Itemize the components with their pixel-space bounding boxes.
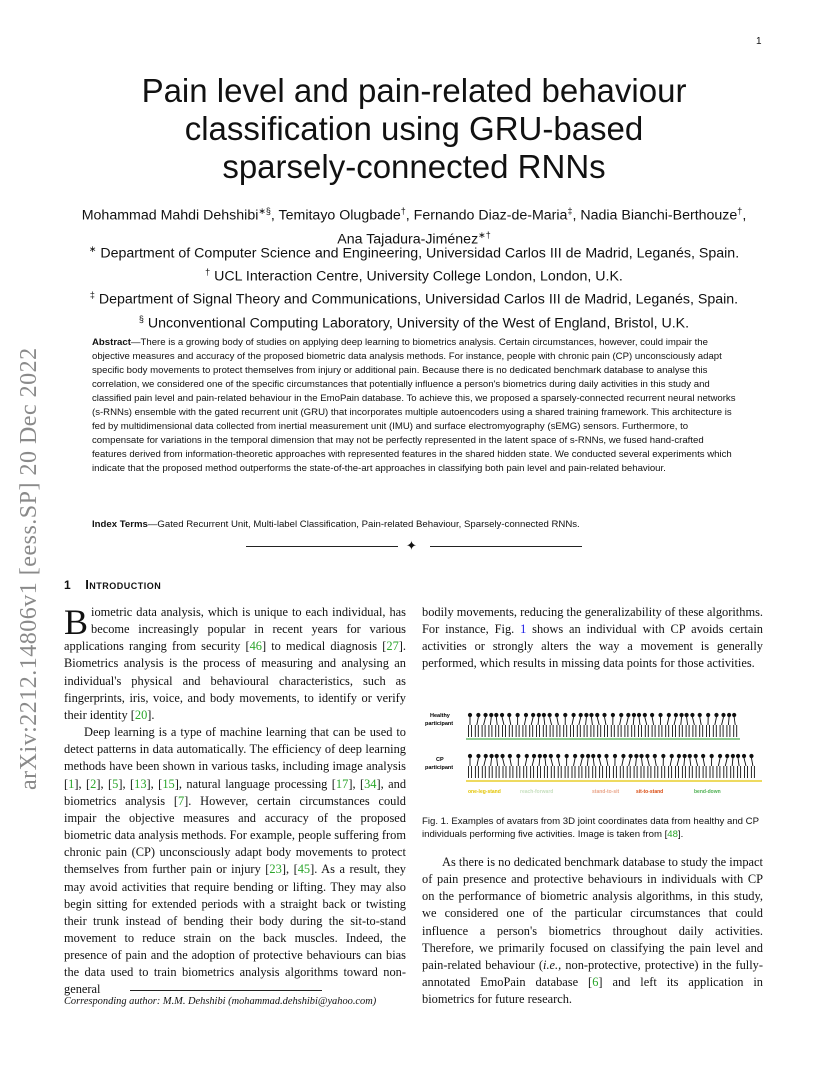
avatar-head (584, 713, 588, 717)
avatar-body (564, 717, 567, 737)
avatar-head (543, 754, 547, 758)
text-run: ]. (147, 707, 155, 722)
avatar-head (602, 713, 606, 717)
text-run: ], [ (281, 862, 298, 877)
avatar-head (494, 713, 498, 717)
avatar-body (696, 758, 699, 778)
avatar-head (476, 713, 480, 717)
avatar-head (653, 754, 657, 758)
text-run: shows an individual with CP avoids certain activities or strongly alters the way a movement is generally performed, which results in missing data points for those activities. (422, 622, 764, 671)
avatar-body (727, 717, 730, 737)
text-run: bodily movements, reducing the generalizability of these algorithms. For instance, Fig. (422, 605, 763, 637)
avatar-head (725, 754, 729, 758)
avatar-head (484, 754, 488, 758)
index-terms (92, 518, 738, 532)
author-mark: ‡ (567, 206, 573, 216)
avatar-head (549, 754, 553, 758)
author-name: Mohammad Mahdi Dehshibi (81, 207, 259, 224)
author-mark: ∗§ (258, 206, 271, 216)
affiliation-mark: ∗ (88, 244, 97, 254)
avatar-strip-image (422, 705, 763, 797)
citation-link[interactable]: 48 (667, 829, 678, 840)
text-run: ]. Biometrics analysis is the process of measuring and analysing an individual's physical and behavioural characteristics, such as fingerprints, iris, voice, and body movements, to identify or verify their identity [ (64, 639, 406, 722)
avatar-head (690, 713, 694, 717)
text-run: Deep learning is a type of machine learning that can be used to detect patterns in data automatically. The efficiency of deep learning methods have been shown in various tasks, including image analysis [ (64, 725, 406, 791)
text-run: ], [ (74, 776, 91, 791)
avatar-body (652, 717, 655, 737)
avatar-body (613, 758, 616, 778)
author-line (60, 202, 768, 226)
avatar-head (670, 754, 674, 758)
avatar-body (647, 758, 650, 778)
avatar-body (557, 717, 560, 737)
caption-text: ]. (677, 829, 684, 840)
avatar-head (706, 713, 710, 717)
avatar-body (544, 758, 547, 778)
avatar-body (655, 758, 658, 778)
avatar-head (629, 754, 633, 758)
caption-text: Fig. 1. Examples of avatars from 3D joint coordinates data from healthy and CP individuals performing five activities. Image is taken from [ (422, 816, 759, 840)
avatar-head (604, 754, 608, 758)
text-run: ], natural language processing [ (174, 776, 336, 791)
avatar-head (468, 754, 472, 758)
activity-label: one-leg-stand (468, 789, 501, 795)
citation-link[interactable]: 1 (68, 776, 75, 791)
avatar-body (591, 717, 594, 737)
avatar-head (586, 754, 590, 758)
avatar-body (558, 758, 561, 778)
avatar-head (621, 754, 625, 758)
avatar-head (667, 713, 671, 717)
avatar-head (589, 713, 593, 717)
avatar-head (548, 713, 552, 717)
avatar-head (595, 713, 599, 717)
activity-label: reach-forward (520, 789, 554, 795)
avatar-head (619, 713, 623, 717)
avatar-body (475, 758, 478, 778)
avatar-body (634, 758, 637, 778)
avatar-head (525, 754, 529, 758)
left-column (64, 604, 406, 999)
avatar-head (500, 713, 504, 717)
avatar-head (742, 754, 746, 758)
avatar-body (692, 717, 695, 737)
citation-link[interactable]: 17 (335, 776, 349, 791)
avatar-head (532, 754, 536, 758)
citation-link[interactable]: 20 (134, 707, 148, 722)
affiliation-mark: § (138, 313, 144, 324)
avatar-body (606, 758, 609, 778)
text-run: ]. However, certain circumstances could impair the objective measures and accuracy of the proposed biometric data analysis methods. For example, people suffering from chronic pain (CP) unconsciously adapt body movements to protect themselves from further pain or injury [ (64, 793, 407, 877)
avatar-head (500, 754, 504, 758)
avatar-head (679, 713, 683, 717)
avatar-head (683, 754, 687, 758)
avatar-head (721, 713, 725, 717)
abstract-label: Abstract (92, 337, 131, 348)
avatar-body (586, 758, 589, 778)
avatar-head (556, 754, 560, 758)
avatar-body (717, 758, 720, 778)
avatar-head (732, 713, 736, 717)
avatar-body (686, 717, 689, 737)
avatar-head (718, 754, 722, 758)
citation-link[interactable]: 23 (269, 862, 282, 877)
avatar-head (563, 713, 567, 717)
avatar-head (531, 713, 535, 717)
affiliation-mark: ‡ (89, 290, 95, 301)
avatar-head (674, 713, 678, 717)
avatar-head (579, 713, 583, 717)
avatar-body (565, 758, 568, 778)
avatar-body (744, 758, 747, 778)
citation-link[interactable]: 6 (592, 975, 599, 990)
divider-line (246, 546, 398, 547)
avatar-body (645, 717, 648, 737)
author-name: , Nadia Bianchi-Berthouze (572, 207, 738, 224)
avatar-head (736, 754, 740, 758)
avatar-body (632, 717, 635, 737)
abstract-text: —There is a growing body of studies on applying deep learning to biometrics analysis. Certain circumstances, however, could impair the objective measures and accuracy of the proposed biometric data analysis methods. For instance, people with chronic pain (CP) unconsciously adapt specific body movements to protect themselves from injury or additional pain. Because there is no dedicated benchmark database to analyse this correlation, we considered one of the specific circumstances that potentially influence a person's biometrics during daily activities in this study and classified pain level and pain-related behaviour in the EmoPain database. To achieve this, we proposed a sparsely-connected recurrent neural networks (s-RNNs) ensemble with the gated recurrent unit (GRU) that incorporates multiple autoencoders using a shared training framework. This architecture is fed by multidimensional data collected from inertial measurement unit (IMU) and surface electromyography (sEMG) sensors. Furthermore, to compensate for variations in the temporal dimension that may not be perfectly represented in the latent space of s-RNNs, we fused hand-crafted features derived from information-theoretic approaches with represented features in the shared hidden state. We conducted several experiments which indicate that the proposed method outperforms the state-of-the-art approaches in classifying both pain level and pain-related behaviour. (92, 337, 736, 474)
cp-avatar-row (468, 754, 755, 778)
affiliation (60, 240, 768, 263)
avatar-body (543, 717, 546, 737)
figure-link[interactable]: 1 (520, 622, 527, 637)
row-label: participant (425, 765, 454, 771)
avatar-body (496, 717, 499, 737)
avatar-body (517, 758, 520, 778)
drop-cap: B (64, 602, 89, 642)
index-terms-label: Index Terms (92, 519, 148, 530)
avatar-head (538, 754, 542, 758)
abstract (92, 336, 738, 476)
avatar-body (618, 717, 621, 737)
avatar-body (502, 717, 505, 737)
activity-label: stand-to-sit (592, 789, 620, 795)
avatar-body (641, 758, 644, 778)
avatar-head (468, 713, 472, 717)
avatar-body (516, 717, 519, 737)
avatar-body (509, 717, 512, 737)
activity-labels (468, 789, 721, 795)
avatar-head (516, 713, 520, 717)
avatar-head (507, 713, 511, 717)
avatar-body (713, 717, 716, 737)
page-number: 1 (756, 36, 762, 47)
avatar-head (701, 754, 705, 758)
avatar-body (538, 758, 541, 778)
avatar-body (738, 758, 741, 778)
avatar-body (703, 758, 706, 778)
avatar-body (627, 758, 630, 778)
paragraph (422, 854, 763, 1008)
avatar-body (523, 717, 526, 737)
avatar-head (516, 754, 520, 758)
avatar-head (661, 754, 665, 758)
paper-title (100, 72, 728, 186)
affiliation-text: Unconventional Computing Laboratory, University of the West of England, Bristol, U.K. (147, 315, 690, 332)
divider-diamond-icon: ✦ (406, 538, 417, 553)
author-name: Ana Tajadura-Jiménez (337, 231, 479, 248)
avatar-head (727, 713, 731, 717)
avatar-head (508, 754, 512, 758)
author-sep: , (742, 207, 747, 224)
avatar-body (550, 717, 553, 737)
avatar-body (734, 717, 737, 737)
avatar-head (643, 713, 647, 717)
avatar-head (645, 754, 649, 758)
activity-label: bend-down (694, 789, 721, 795)
citation-link[interactable]: 15 (162, 776, 175, 791)
text-run: ], [ (118, 776, 135, 791)
avatar-body (551, 758, 554, 778)
title-line: Pain level and pain-related behaviour (141, 72, 687, 109)
avatar-body (666, 717, 669, 737)
avatar-body (707, 717, 710, 737)
activity-label: sit-to-stand (636, 789, 664, 795)
avatar-body (620, 758, 623, 778)
figure-avatars (422, 705, 763, 797)
avatar-body (659, 717, 662, 737)
text-run: iometric data analysis, which is unique to each individual, has become increasingly popular in recent years for various applications ranging from security [ (64, 605, 406, 654)
row-label: Healthy (430, 713, 450, 719)
text-run: ], and biometrics analysis [ (64, 776, 407, 808)
avatar-head (731, 754, 735, 758)
citation-link[interactable]: 2 (90, 776, 97, 791)
citation-link[interactable]: 13 (134, 776, 147, 791)
avatar-head (650, 713, 654, 717)
avatar-body (482, 758, 485, 778)
avatar-body (489, 717, 492, 737)
index-terms-text: —Gated Recurrent Unit, Multi-label Classification, Pain-related Behaviour, Sparsely-connected RNNs. (147, 519, 580, 530)
avatar-body (599, 758, 602, 778)
healthy-avatar-row (468, 713, 737, 737)
avatar-body (639, 717, 642, 737)
avatar-body (611, 717, 614, 737)
avatar-body (593, 758, 596, 778)
corresponding-author-footnote: Corresponding author: M.M. Dehshibi (mohammad.dehshibi@yahoo.com) (64, 996, 377, 1007)
avatar-body (673, 717, 676, 737)
text-run: ], [ (146, 776, 163, 791)
avatar-body (682, 758, 685, 778)
avatar-head (476, 754, 480, 758)
footnote-rule (130, 990, 322, 991)
avatar-body (482, 717, 485, 737)
avatar-head (555, 713, 559, 717)
author-mark: † (737, 206, 743, 216)
avatar-head (694, 754, 698, 758)
avatar-head (489, 754, 493, 758)
avatar-body (524, 758, 527, 778)
affiliation-mark: † (205, 267, 211, 278)
avatar-head (632, 713, 636, 717)
avatar-body (530, 717, 533, 737)
avatar-head (626, 713, 630, 717)
text-run: ] to medical diagnosis [ (262, 639, 387, 654)
citation-link[interactable]: 27 (386, 639, 399, 654)
author-mark: † (400, 206, 406, 216)
avatar-body (751, 758, 754, 778)
avatar-head (572, 713, 576, 717)
text-run: ]. As a result, they may avoid activities that require bending or lifting. They may also begin sitting for extended periods with a straight back or twisting their trunk instead of bending their body during the sit-to-stand movement to reduce strain on the back muscles. Indeed, the presence of pain and the adoption of protective behaviours can bias the data used to train biometrics analysis algorithms toward non-general (64, 862, 406, 997)
affiliation (60, 263, 768, 286)
avatar-body (489, 758, 492, 778)
avatar-body (469, 717, 472, 737)
affiliation-text: UCL Interaction Centre, University College London, London, U.K. (214, 268, 623, 285)
avatar-head (573, 754, 577, 758)
avatar-body (597, 717, 600, 737)
avatar-head (483, 713, 487, 717)
text-run: ], [ (348, 776, 365, 791)
avatar-head (489, 713, 493, 717)
avatar-body (537, 717, 540, 737)
divider-line (430, 546, 582, 547)
row-label: CP (436, 757, 444, 763)
affiliation (60, 310, 768, 333)
author-mark: ∗† (478, 229, 491, 240)
avatar-head (495, 754, 499, 758)
avatar-head (688, 754, 692, 758)
avatar-head (524, 713, 528, 717)
right-column-top (422, 604, 763, 673)
avatar-body (584, 717, 587, 737)
avatar-body (724, 758, 727, 778)
avatar-head (749, 754, 753, 758)
affiliation-list (60, 240, 768, 333)
paragraph (64, 724, 406, 999)
citation-link[interactable]: 5 (112, 776, 119, 791)
avatar-head (591, 754, 595, 758)
avatar-head (639, 754, 643, 758)
avatar-head (710, 754, 714, 758)
affiliation (60, 286, 768, 309)
avatar-head (613, 754, 617, 758)
avatar-body (676, 758, 679, 778)
text-run: non-protective, protective) in the fully-annotated EmoPain database [ (422, 957, 764, 990)
text-run: i.e., (543, 957, 562, 972)
title-line: sparsely-connected RNNs (222, 148, 606, 185)
avatar-head (634, 754, 638, 758)
avatar-body (475, 717, 478, 737)
row-label: participant (425, 721, 454, 727)
section-divider (246, 538, 582, 553)
avatar-body (662, 758, 665, 778)
avatar-body (503, 758, 506, 778)
citation-link[interactable]: 46 (249, 639, 262, 654)
arxiv-stamp: arXiv:2212.14806v1 [eess.SP] 20 Dec 2022 (16, 347, 42, 790)
avatar-body (689, 758, 692, 778)
avatar-head (714, 713, 718, 717)
avatar-body (469, 758, 472, 778)
avatar-body (604, 717, 607, 737)
avatar-head (542, 713, 546, 717)
section-heading (64, 577, 161, 592)
text-run: ] and left its application in biometrics for future research. (422, 975, 763, 1007)
right-column-bottom (422, 854, 763, 1008)
avatar-body (710, 758, 713, 778)
avatar-head (637, 713, 641, 717)
avatar-head (597, 754, 601, 758)
avatar-head (677, 754, 681, 758)
avatar-body (571, 717, 574, 737)
avatar-body (625, 717, 628, 737)
avatar-body (496, 758, 499, 778)
figure-caption (422, 815, 763, 841)
avatar-body (579, 758, 582, 778)
avatar-head (684, 713, 688, 717)
avatar-body (720, 717, 723, 737)
avatar-body (731, 758, 734, 778)
text-run: ], [ (96, 776, 113, 791)
avatar-head (565, 754, 569, 758)
affiliation-text: Department of Computer Science and Engineering, Universidad Carlos III de Madrid, Leganés, Spain. (100, 245, 740, 262)
avatar-body (679, 717, 682, 737)
avatar-body (531, 758, 534, 778)
paragraph (422, 604, 763, 673)
paragraph (64, 604, 406, 724)
text-run: As there is no dedicated benchmark database to study the impact of pain presence and protective behaviours in individuals with CP on the performance of biometric analysis algorithms, in this study, we considered one of the particular circumstances that could influence a person's biometrics throughout daily activities. Therefore, we primarily focused on classifying the pain level and pain-related behaviour ( (422, 855, 763, 972)
avatar-body (572, 758, 575, 778)
avatar-head (658, 713, 662, 717)
citation-link[interactable]: 45 (297, 862, 311, 877)
avatar-body (700, 717, 703, 737)
section-number: 1 (64, 578, 72, 592)
avatar-head (580, 754, 584, 758)
title-line: classification using GRU-based (184, 110, 644, 147)
avatar-body (577, 717, 580, 737)
avatar-head (537, 713, 541, 717)
author-name: , Fernando Diaz-de-Maria (405, 207, 568, 224)
affiliation-text: Department of Signal Theory and Communications, Universidad Carlos III de Madrid, Leganés, Spain. (98, 292, 739, 309)
avatar-head (698, 713, 702, 717)
avatar-head (611, 713, 615, 717)
avatar-body (669, 758, 672, 778)
citation-link[interactable]: 7 (177, 793, 185, 808)
author-name: , Temitayo Olugbade (270, 207, 401, 224)
citation-link[interactable]: 34 (364, 776, 377, 791)
section-title: Introduction (85, 577, 162, 592)
avatar-body (510, 758, 513, 778)
